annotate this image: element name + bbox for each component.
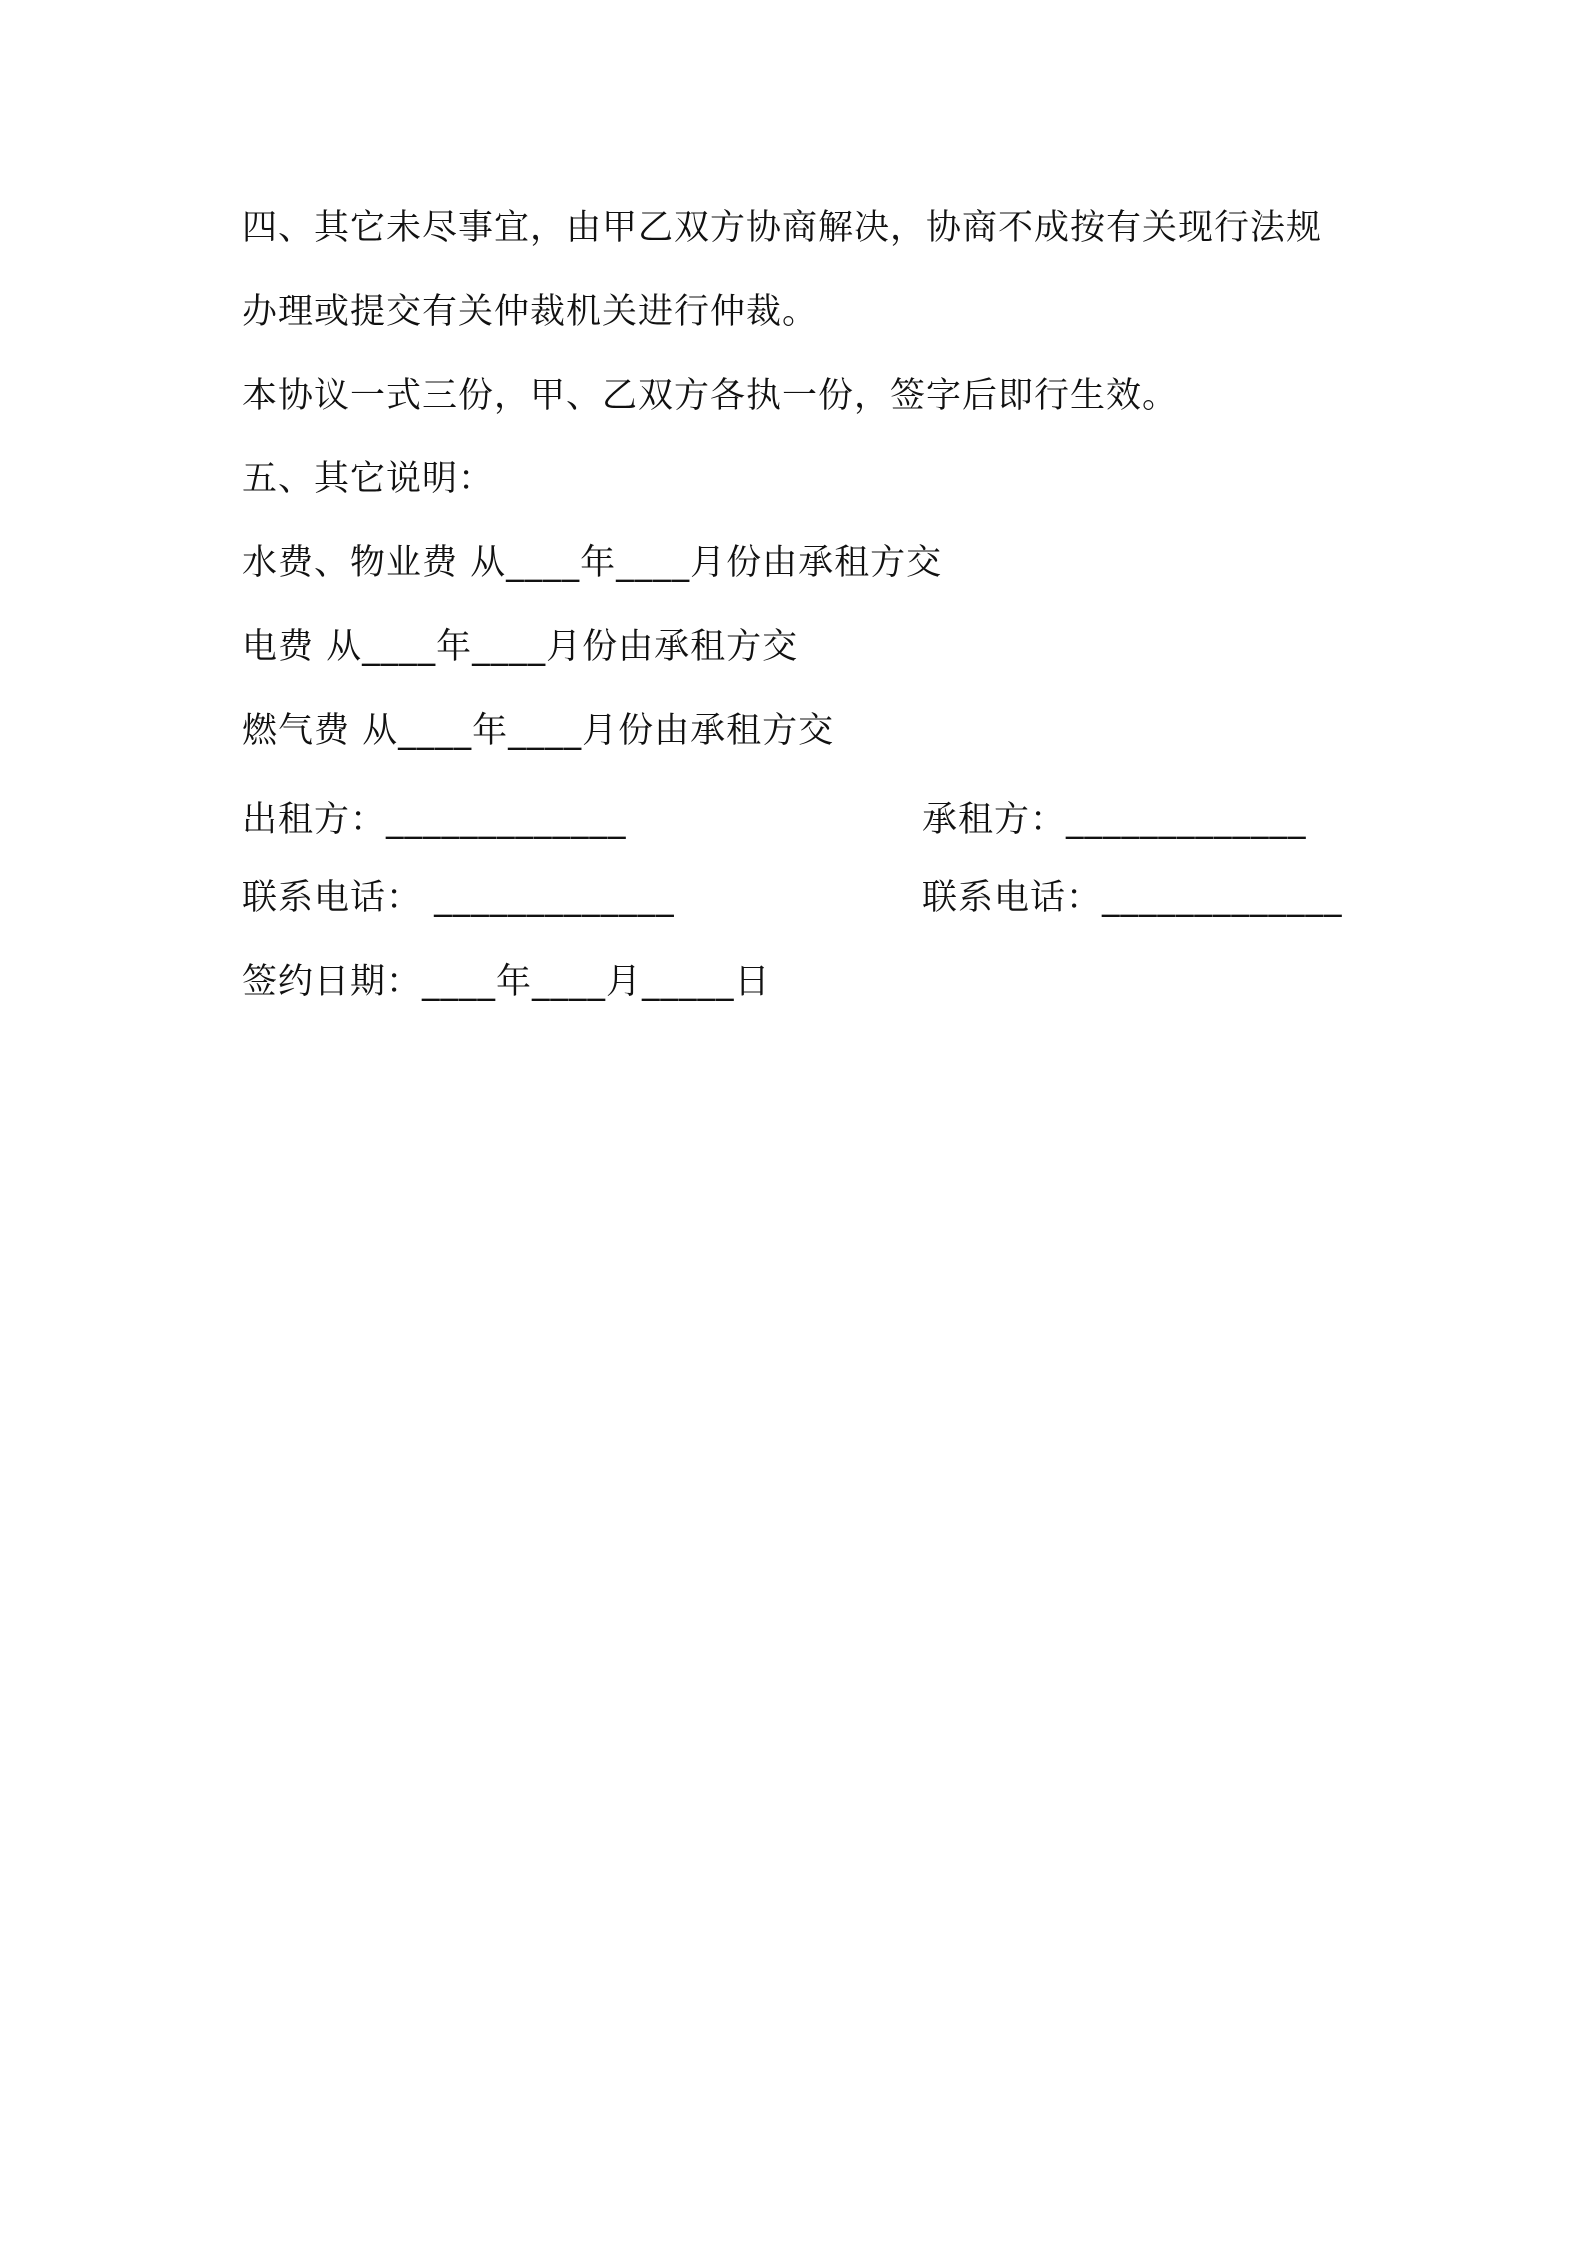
clause-4-line-2: 办理或提交有关仲裁机关进行仲裁。 <box>242 292 819 332</box>
lessor-signature-field: 出租方：_____________ <box>242 800 627 840</box>
water-property-fee-line: 水费、物业费 从____年____月份由承租方交 <box>242 543 943 583</box>
clause-4-line-1: 四、其它未尽事宜，由甲乙双方协商解决，协商不成按有关现行法规 <box>242 208 1323 248</box>
clause-5-heading: 五、其它说明： <box>242 459 495 499</box>
copies-statement: 本协议一式三份，甲、乙双方各执一份，签字后即行生效。 <box>242 376 1179 416</box>
signing-date-field: 签约日期：____年____月_____日 <box>242 962 771 1002</box>
gas-fee-line: 燃气费 从____年____月份由承租方交 <box>242 711 835 751</box>
electricity-fee-line: 电费 从____年____月份由承租方交 <box>242 627 799 667</box>
lessor-phone-field: 联系电话： _____________ <box>242 878 675 918</box>
lessee-phone-field: 联系电话：_____________ <box>922 878 1343 918</box>
lessee-signature-field: 承租方：_____________ <box>922 800 1307 840</box>
